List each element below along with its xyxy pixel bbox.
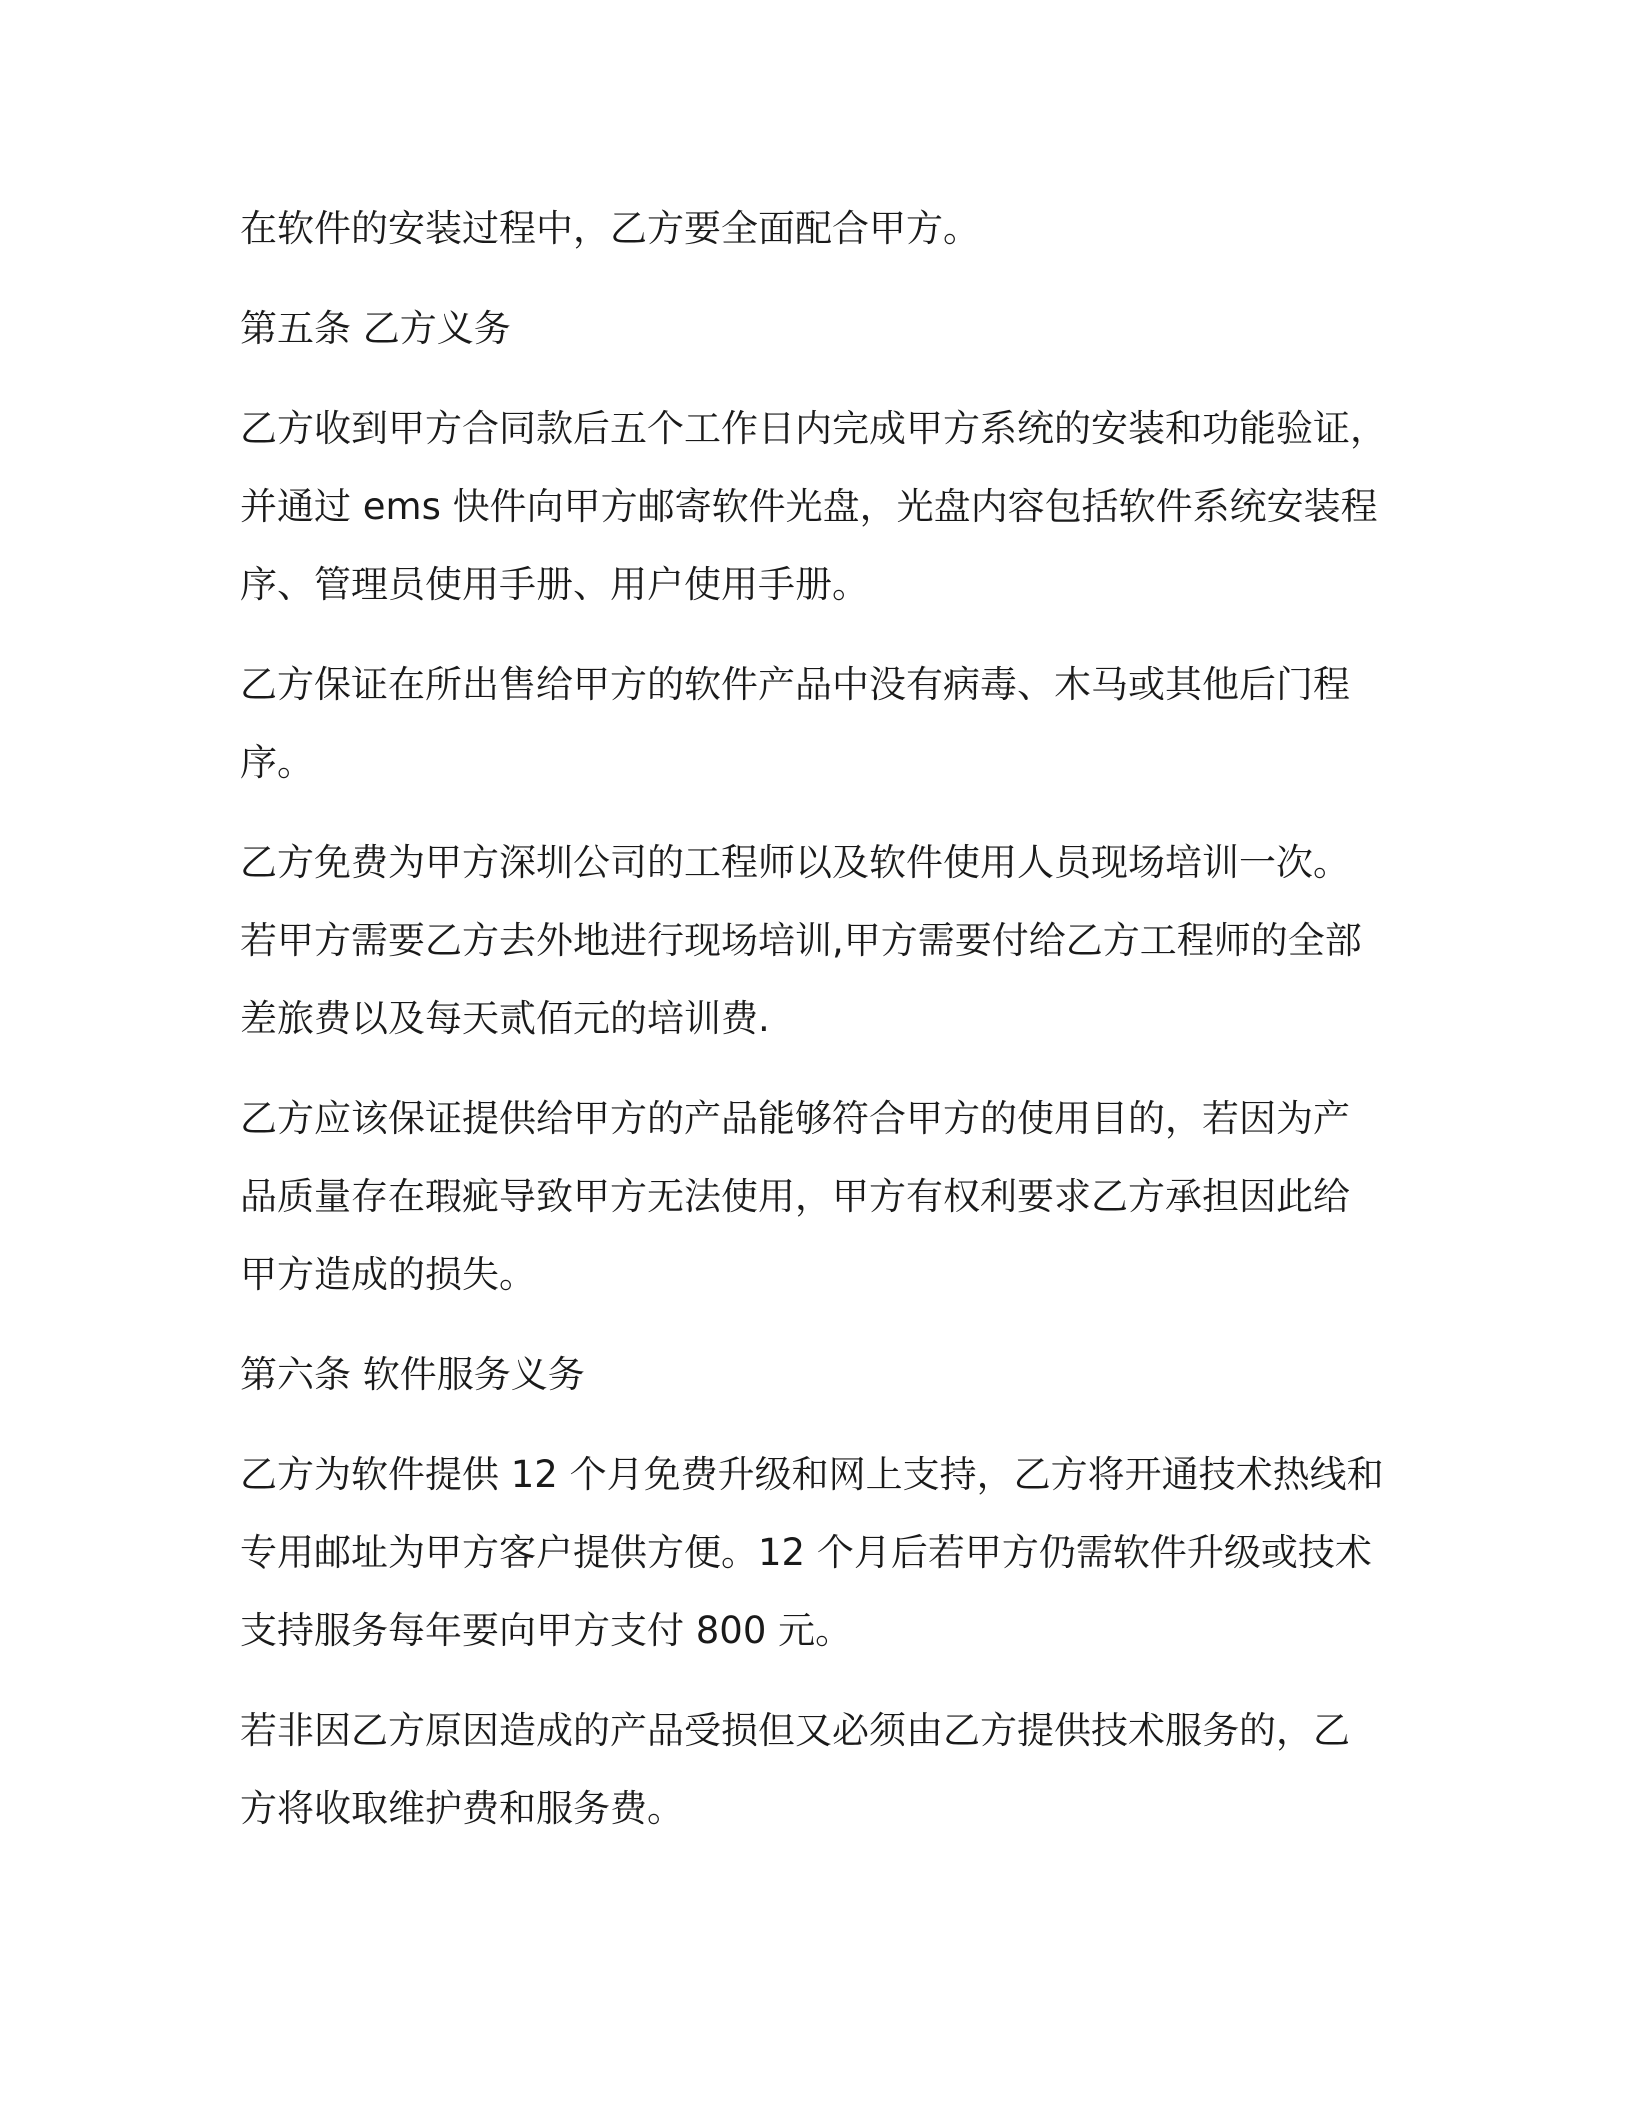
paragraph-virus-guarantee [240,646,1390,802]
paragraph-quality-liability [240,1080,1390,1314]
text-line: 乙方收到甲方合同款后五个工作日内完成甲方系统的安装和功能验证， [240,407,1387,450]
document-body [240,190,1390,1870]
text-line: 乙方为软件提供 12 个月免费升级和网上支持，乙方将开通技术热线和 [240,1453,1384,1496]
text-line: 品质量存在瑕疵导致甲方无法使用，甲方有权利要求乙方承担因此给 [240,1175,1350,1218]
text-line: 乙方免费为甲方深圳公司的工程师以及软件使用人员现场培训一次。 [240,841,1350,884]
paragraph-installation-cooperation [240,190,1390,268]
article-5-heading [240,290,1390,368]
text-line: 若甲方需要乙方去外地进行现场培训,甲方需要付给乙方工程师的全部 [240,919,1362,962]
text-line: 并通过 ems 快件向甲方邮寄软件光盘，光盘内容包括软件系统安装程 [240,485,1378,528]
text-line: 乙方应该保证提供给甲方的产品能够符合甲方的使用目的，若因为产 [240,1097,1350,1140]
text-line: 第五条 乙方义务 [240,307,511,350]
paragraph-upgrade-support [240,1436,1390,1670]
text-line: 甲方造成的损失。 [240,1253,536,1296]
text-line: 支持服务每年要向甲方支付 800 元。 [240,1609,853,1652]
paragraph-installation-delivery [240,390,1390,624]
text-line: 方将收取维护费和服务费。 [240,1787,684,1830]
text-line: 序、管理员使用手册、用户使用手册。 [240,563,869,606]
text-line: 专用邮址为甲方客户提供方便。12 个月后若甲方仍需软件升级或技术 [240,1531,1372,1574]
paragraph-service-fees [240,1692,1390,1848]
text-line: 差旅费以及每天贰佰元的培训费. [240,997,770,1040]
text-line: 第六条 软件服务义务 [240,1353,585,1396]
text-line: 乙方保证在所出售给甲方的软件产品中没有病毒、木马或其他后门程 [240,663,1350,706]
text-line: 若非因乙方原因造成的产品受损但又必须由乙方提供技术服务的，乙 [240,1709,1350,1752]
text-line: 在软件的安装过程中，乙方要全面配合甲方。 [240,207,980,250]
paragraph-training [240,824,1390,1058]
article-6-heading [240,1336,1390,1414]
text-line: 序。 [240,741,314,784]
